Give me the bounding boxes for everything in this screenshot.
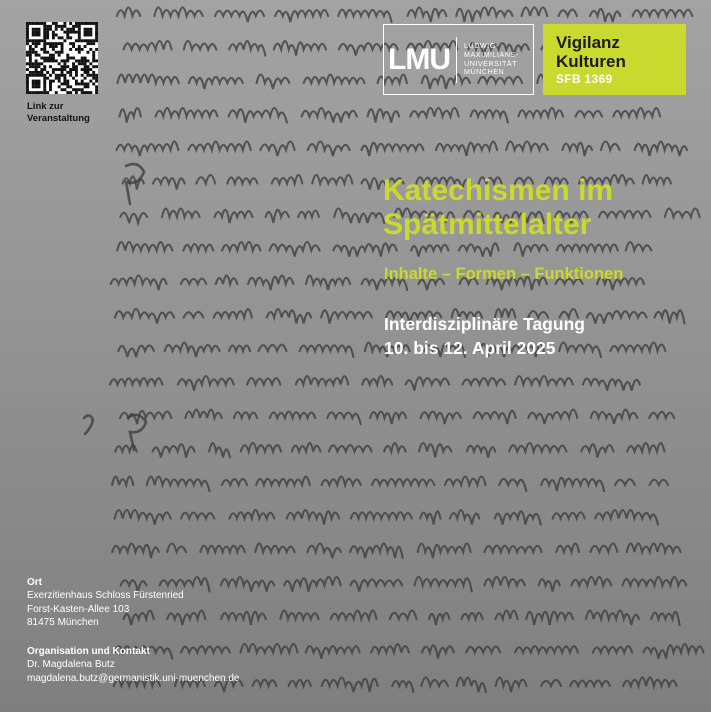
- lmu-logo: [383, 24, 534, 95]
- venue-heading: Ort: [27, 577, 42, 588]
- manuscript-line: [115, 510, 658, 525]
- vigilanzkulturen-logo: [543, 24, 686, 95]
- vk-line1: Vigilanz: [556, 33, 620, 52]
- manuscript-line: [115, 443, 664, 458]
- contact-heading: Organisation und Kontakt: [27, 646, 150, 657]
- venue-block: [27, 576, 327, 630]
- event-date: 10. bis 12. April 2025: [384, 338, 556, 358]
- lmu-word: LUDWIG-: [464, 41, 499, 51]
- event-subtitle: Inhalte – Formen – Funktionen: [384, 265, 624, 283]
- vk-line2: Kulturen: [556, 52, 626, 71]
- venue-city: 81475 München: [27, 617, 99, 629]
- manuscript-line: [117, 242, 651, 257]
- qr-label-line2: Veranstaltung: [27, 113, 90, 124]
- event-type: Interdisziplinäre Tagung: [384, 314, 585, 334]
- contact-block: [27, 645, 327, 685]
- lmu-word: MÜNCHEN: [464, 67, 505, 77]
- venue-name: Exerzitienhaus Schloss Fürstenried: [27, 590, 184, 602]
- manuscript-line: [112, 544, 680, 559]
- lmu-divider: [456, 37, 457, 83]
- contact-name: Dr. Magdalena Butz: [27, 659, 115, 671]
- manuscript-line: [117, 142, 687, 157]
- manuscript-line: [112, 477, 668, 492]
- manuscript-line: [110, 376, 640, 391]
- event-title-line2: Spätmittelalter: [383, 208, 592, 241]
- lmu-word: MAXIMILIANS-: [464, 49, 519, 59]
- contact-email[interactable]: magdalena.butz@germanistik.uni-muenchen.de: [27, 672, 240, 684]
- lmu-word: UNIVERSITÄT: [464, 58, 518, 68]
- manuscript-line: [120, 108, 661, 123]
- manuscript-line: [120, 410, 674, 425]
- vk-sfb: SFB 1369: [556, 72, 613, 86]
- lmu-mark: LMU: [388, 42, 450, 76]
- lmu-wordmark: [464, 42, 530, 76]
- qr-code-icon: [26, 22, 98, 94]
- event-title-line1: Katechismen im: [383, 174, 614, 207]
- qr-code-label: [27, 101, 117, 125]
- manuscript-line: [117, 8, 692, 23]
- venue-street: Forst-Kasten-Allee 103: [27, 603, 130, 615]
- qr-code[interactable]: [26, 22, 98, 94]
- qr-label-line1: Link zur: [27, 101, 64, 112]
- event-title: [383, 174, 703, 242]
